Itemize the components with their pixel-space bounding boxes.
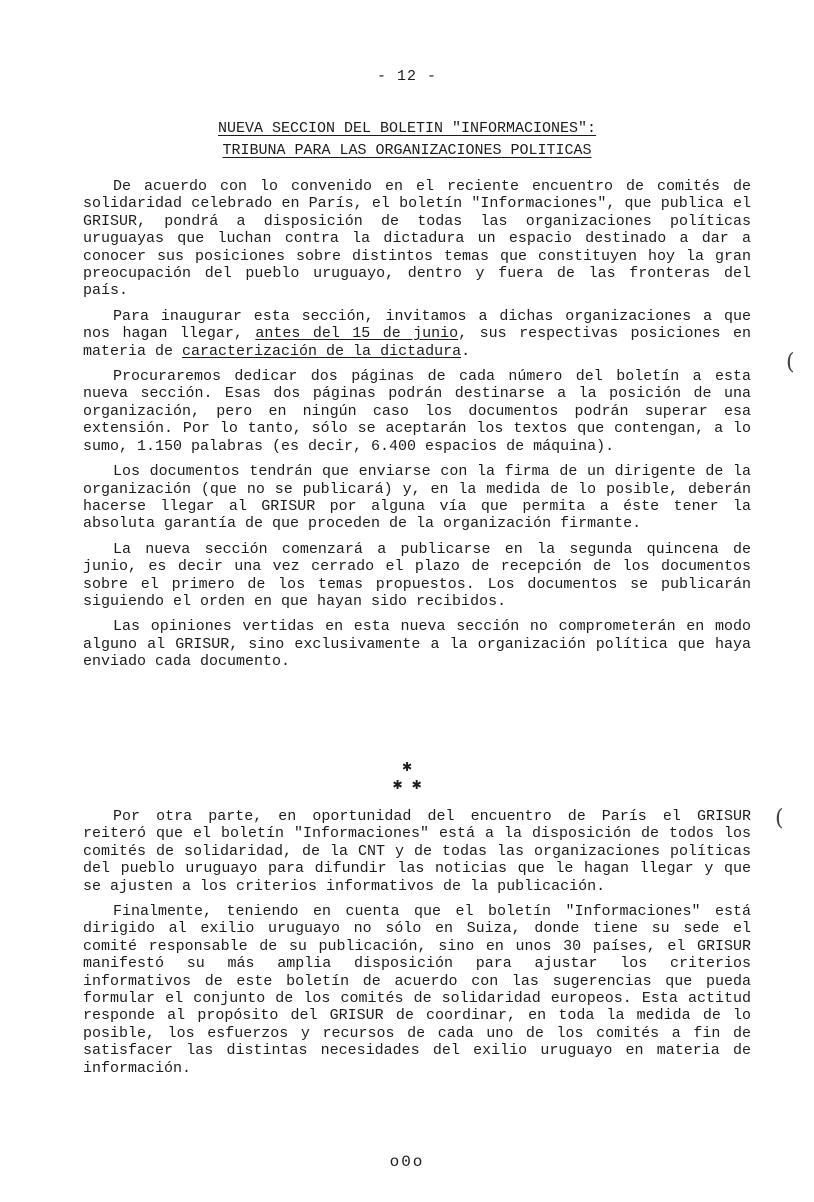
- paragraph-2: [83, 308, 751, 360]
- separator-stars-bottom: ✱ ✱: [392, 776, 422, 794]
- body-section-1: [83, 178, 751, 679]
- paragraph-6: Las opiniones vertidas en esta nueva sección no comprometerán en modo alguno al GRISUR, sino exclusivamente a la organización política que haya enviado cada documento.: [83, 618, 751, 671]
- title-line-2: TRIBUNA PARA LAS ORGANIZACIONES POLITICAS: [222, 142, 592, 159]
- paragraph-7: Por otra parte, en oportunidad del encuentro de París el GRISUR reiteró que el boletín "Informaciones" está a la disposición de todos los comités de solidaridad, de la CNT y de todas las organizaciones políticas del pueblo uruguayo para difundir las noticias que le hagan llegar y que se ajusten a los criterios informativos de la publicación.: [83, 808, 751, 895]
- paragraph-8: Finalmente, teniendo en cuenta que el boletín "Informaciones" está dirigido al exilio uruguayo no sólo en Suiza, donde tiene su sede el comité responsable de su publicación, sino en unos 30 países, el GRISUR manifestó su más amplia disposición para ajustar los criterios informativos de este boletín de acuerdo con las sugerencias que pueda formular el conjunto de los comités de solidaridad europeos. Esta actitud responde al propósito del GRISUR de coordinar, en toda la medida de lo posible, los esfuerzos y recursos de cada uno de los comités a fin de satisfacer las distintas necesidades del exilio uruguayo en materia de información.: [83, 903, 751, 1077]
- margin-bracket-mark-2: (: [775, 806, 784, 831]
- page-number: - 12 -: [376, 68, 437, 85]
- title-line-1: NUEVA SECCION DEL BOLETIN "INFORMACIONES":: [217, 120, 597, 137]
- end-mark: o0o: [389, 1153, 425, 1171]
- topic-underlined: caracterización de la dictadura: [182, 342, 462, 360]
- paragraph-5: La nueva sección comenzará a publicarse en la segunda quincena de junio, es decir una vez cerrado el plazo de recepción de los documentos sobre el primero de los temas propuestos. Los documentos se publicarán siguiendo el orden en que hayan sido recibidos.: [83, 540, 751, 610]
- separator-star-top: ✱: [402, 758, 412, 776]
- document-title: [0, 118, 814, 162]
- paragraph-4: Los documentos tendrán que enviarse con la firma de un dirigente de la organización (que no se publicará) y, en la medida de lo posible, deberán hacerse llegar al GRISUR por alguna vía que permita a éste tener la absoluta garantía de que proceden de la organización firmante.: [83, 463, 751, 533]
- deadline-underlined: antes del 15 de junio: [255, 325, 459, 343]
- paragraph-2-after: .: [461, 342, 471, 360]
- paragraph-2-middle: , sus respectivas posiciones en materia de: [83, 325, 752, 360]
- body-section-2: [83, 808, 751, 1085]
- paragraph-2-before: Para inaugurar esta sección, invitamos a dichas organizaciones a que nos hagan llegar,: [83, 307, 751, 343]
- paragraph-3: Procuraremos dedicar dos páginas de cada número del boletín a esta nueva sección. Esas dos páginas podrán destinarse a la posición de una organización, pero en ningún caso los documentos podrán superar esa extensión. Por lo tanto, sólo se aceptarán los textos que contengan, a lo sumo, 1.150 palabras (es decir, 6.400 espacios de máquina).: [83, 368, 751, 455]
- margin-bracket-mark: (: [786, 350, 795, 375]
- section-separator: [0, 758, 814, 794]
- paragraph-1: De acuerdo con lo convenido en el reciente encuentro de comités de solidaridad celebrado en París, el boletín "Informaciones", que publica el GRISUR, pondrá a disposición de todas las organizaciones políticas uruguayas que luchan contra la dictadura un espacio destinado a dar a conocer sus posiciones sobre distintos temas que constituyen hoy la gran preocupación del pueblo uruguayo, dentro y fuera de las fronteras del país.: [83, 178, 751, 300]
